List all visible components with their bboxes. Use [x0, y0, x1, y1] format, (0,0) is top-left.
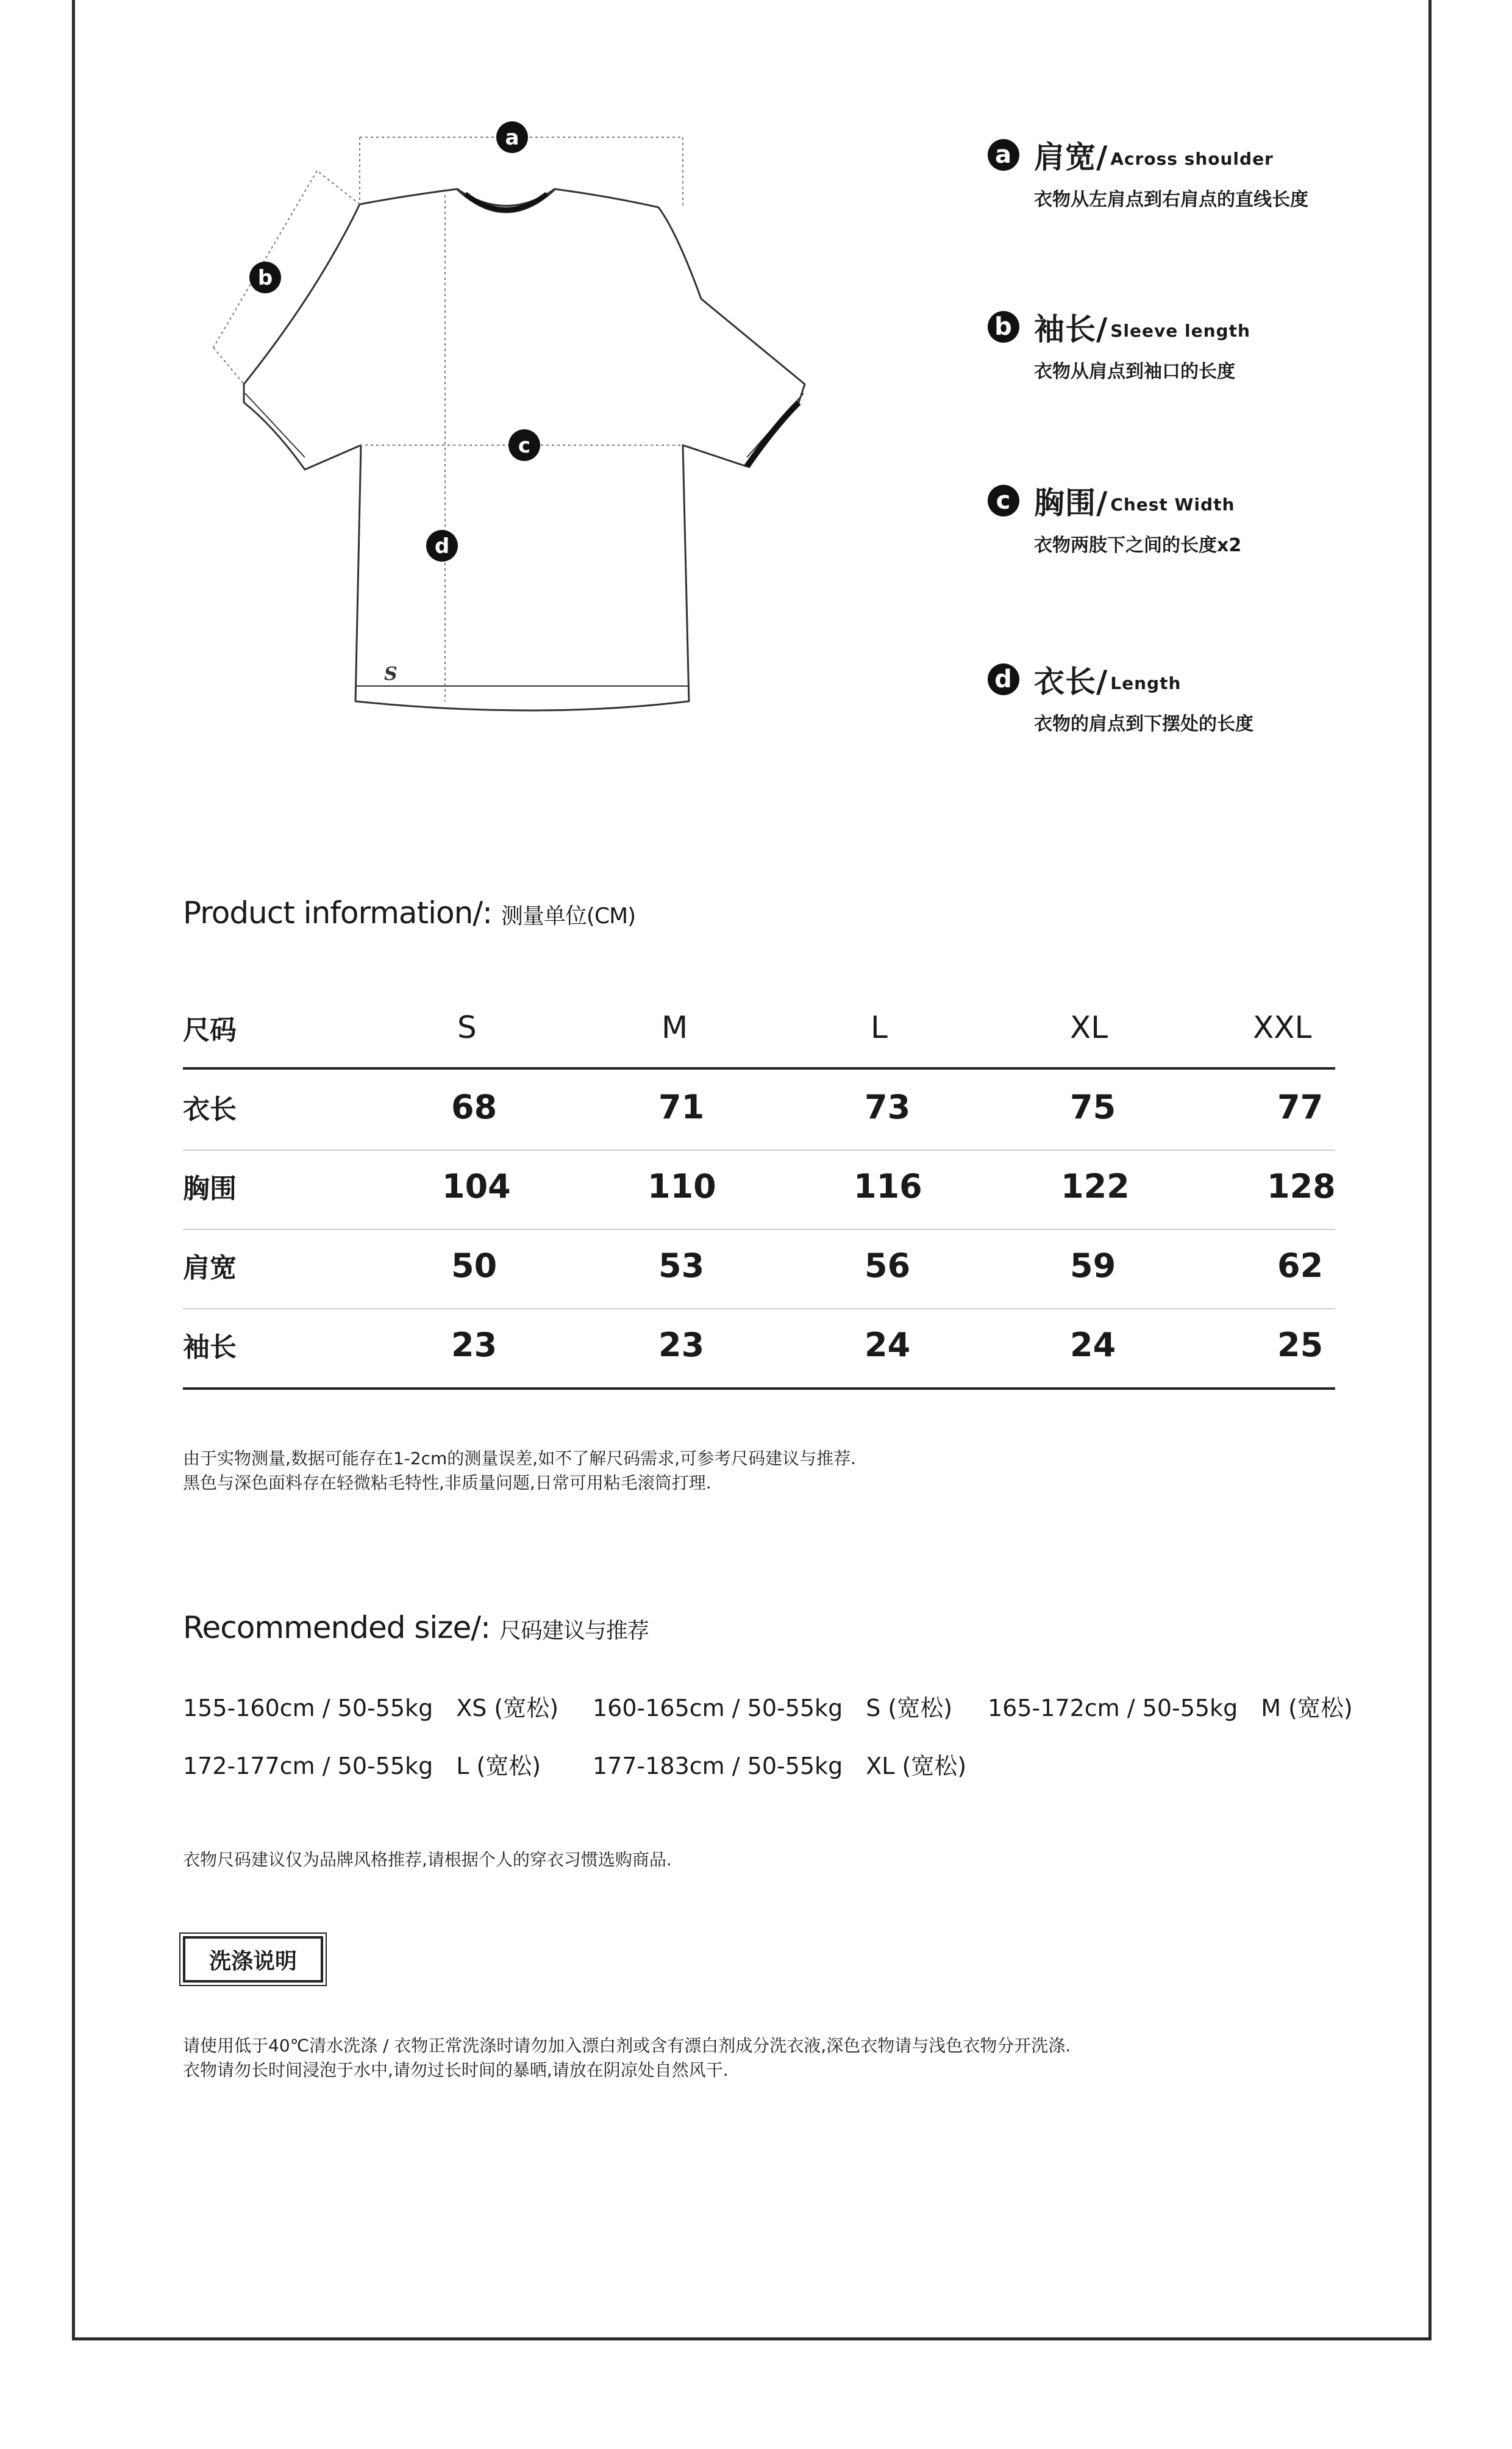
- badge-c-icon: [508, 429, 540, 461]
- measure-badges: [249, 121, 540, 562]
- size-l: L: [871, 1010, 888, 1045]
- row-divider: [183, 1229, 1335, 1230]
- badge-d-icon: d: [988, 663, 1019, 695]
- table-header: [183, 988, 1335, 1067]
- recommended-note: 衣物尺码建议仅为品牌风格推荐,请根据个人的穿衣习惯选购商品.: [183, 1850, 672, 1870]
- product-info-title: Product information/: 测量单位(CM): [183, 895, 636, 931]
- wash-instructions-button[interactable]: 洗涤说明: [183, 1936, 323, 1982]
- header-label: 尺码: [183, 1015, 237, 1046]
- size-m: M: [661, 1010, 688, 1045]
- badge-d-icon: [426, 530, 458, 562]
- svg-text:d: d: [434, 534, 450, 559]
- badge-a-icon: a: [988, 139, 1019, 171]
- legend-sleeve-length: b 袖长/ Sleeve length 衣物从肩点到袖口的长度: [988, 305, 1250, 383]
- badge-b-icon: b: [988, 311, 1019, 343]
- rec-item: 165-172cm / 50-55kg M (宽松): [988, 1695, 1353, 1721]
- table-row: 胸围 104 110 116 122 128: [183, 1167, 1336, 1206]
- wash-notes: 请使用低于40℃清水洗涤 / 衣物正常洗涤时请勿加入漂白剂或含有漂白剂成分洗衣液,深色衣物请与浅色衣物分开洗涤. 衣物请勿长时间浸泡于水中,请勿过长时间的暴晒,请放在阴凉处自然风干.: [183, 2036, 1071, 2080]
- svg-text:c: c: [518, 434, 531, 458]
- brand-logo: S: [384, 663, 398, 685]
- table-row: 衣长 68 71 73 75 77: [183, 1087, 1324, 1126]
- legend-across-shoulder: a 肩宽/ Across shoulder 衣物从左肩点到右肩点的直线长度: [988, 133, 1308, 211]
- legend-length: d 衣长/ Length 衣物的肩点到下摆处的长度: [988, 657, 1253, 735]
- size-s: S: [457, 1010, 477, 1045]
- table-bottom-divider: [183, 1387, 1335, 1390]
- rec-item: 160-165cm / 50-55kg S (宽松): [593, 1695, 953, 1721]
- tshirt-diagram: [195, 116, 823, 762]
- sleeve-cuff-right-dark: [747, 402, 799, 467]
- row-divider: [183, 1308, 1335, 1309]
- sleeve-cuff-left: [245, 393, 305, 457]
- rec-item: 172-177cm / 50-55kg L (宽松): [183, 1753, 541, 1779]
- recommended-title: Recommended size/: 尺码建议与推荐: [183, 1610, 649, 1645]
- table-row: 肩宽 50 53 56 59 62: [183, 1246, 1324, 1285]
- svg-text:b: b: [257, 266, 273, 290]
- rec-item: 177-183cm / 50-55kg XL (宽松): [593, 1753, 967, 1779]
- legend-chest-width: c 胸围/ Chest Width 衣物两肢下之间的长度x2: [988, 479, 1241, 557]
- size-table: [183, 988, 1335, 1384]
- table-notes: 由于实物测量,数据可能存在1-2cm的测量误差,如不了解尺码需求,可参考尺码建议与推荐. 黑色与深色面料存在轻微粘毛特性,非质量问题,日常可用粘毛滚筒打理.: [183, 1448, 857, 1493]
- row-divider: [183, 1149, 1335, 1151]
- collar-inner: [465, 194, 547, 210]
- size-xxl: XXL: [1253, 1010, 1312, 1045]
- badge-a-icon: [496, 121, 528, 153]
- badge-b-icon: [249, 262, 281, 293]
- size-xl: XL: [1070, 1010, 1108, 1045]
- svg-text:a: a: [505, 126, 519, 150]
- table-header-divider: [183, 1067, 1335, 1070]
- rec-item: 155-160cm / 50-55kg XS (宽松): [183, 1695, 559, 1721]
- badge-c-icon: c: [988, 485, 1019, 517]
- table-row: 袖长 23 23 24 24 25: [183, 1325, 1324, 1364]
